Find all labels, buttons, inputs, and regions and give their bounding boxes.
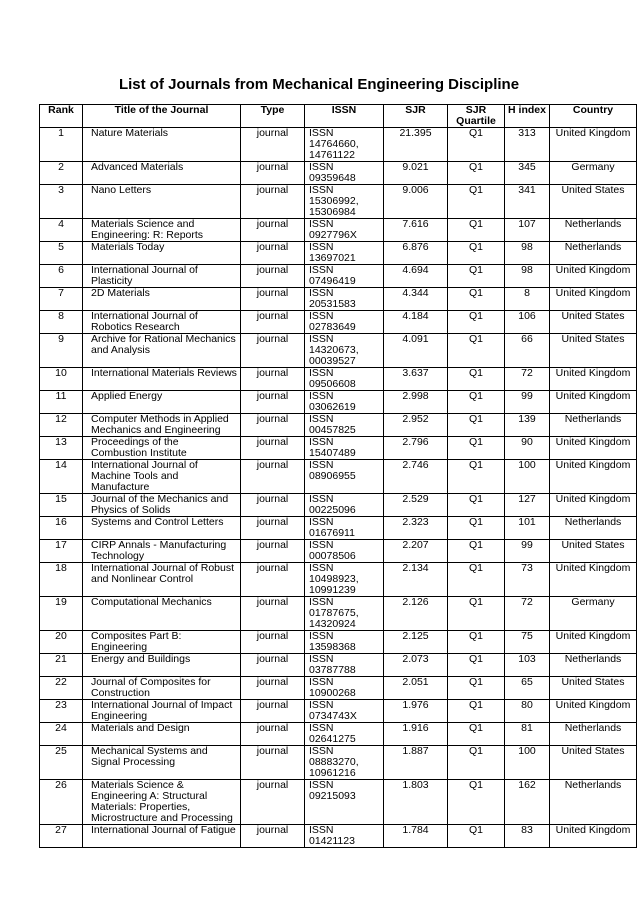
cell-type: journal bbox=[241, 265, 305, 288]
table-row bbox=[40, 460, 637, 494]
cell-issn: ISSN 07496419 bbox=[305, 265, 384, 288]
cell-quartile: Q1 bbox=[448, 677, 505, 700]
cell-sjr: 21.395 bbox=[384, 128, 448, 162]
cell-type: journal bbox=[241, 631, 305, 654]
cell-quartile: Q1 bbox=[448, 460, 505, 494]
cell-title: International Journal of Machine Tools and Manufacture bbox=[83, 460, 241, 494]
cell-quartile: Q1 bbox=[448, 631, 505, 654]
cell-h-index: 139 bbox=[505, 414, 550, 437]
cell-issn: ISSN 03062619 bbox=[305, 391, 384, 414]
cell-rank: 16 bbox=[40, 517, 83, 540]
cell-title: Computer Methods in Applied Mechanics and Engineering bbox=[83, 414, 241, 437]
cell-issn: ISSN 01421123 bbox=[305, 825, 384, 848]
journals-table bbox=[39, 104, 637, 848]
header-sjr-quartile: SJR Quartile bbox=[448, 105, 505, 128]
cell-type: journal bbox=[241, 334, 305, 368]
cell-quartile: Q1 bbox=[448, 311, 505, 334]
header-rank: Rank bbox=[40, 105, 83, 128]
cell-sjr: 1.916 bbox=[384, 723, 448, 746]
table-row bbox=[40, 746, 637, 780]
cell-sjr: 9.021 bbox=[384, 162, 448, 185]
cell-issn: ISSN 13598368 bbox=[305, 631, 384, 654]
cell-title: Systems and Control Letters bbox=[83, 517, 241, 540]
cell-title: Materials Today bbox=[83, 242, 241, 265]
cell-type: journal bbox=[241, 540, 305, 563]
cell-title: Materials and Design bbox=[83, 723, 241, 746]
cell-country: United Kingdom bbox=[550, 563, 637, 597]
cell-title: Nature Materials bbox=[83, 128, 241, 162]
cell-title: International Journal of Impact Engineering bbox=[83, 700, 241, 723]
cell-h-index: 345 bbox=[505, 162, 550, 185]
cell-h-index: 100 bbox=[505, 746, 550, 780]
cell-rank: 23 bbox=[40, 700, 83, 723]
cell-issn: ISSN 20531583 bbox=[305, 288, 384, 311]
cell-country: United States bbox=[550, 311, 637, 334]
cell-h-index: 72 bbox=[505, 597, 550, 631]
cell-issn: ISSN 09506608 bbox=[305, 368, 384, 391]
cell-rank: 22 bbox=[40, 677, 83, 700]
cell-rank: 27 bbox=[40, 825, 83, 848]
cell-sjr: 2.134 bbox=[384, 563, 448, 597]
cell-country: Netherlands bbox=[550, 517, 637, 540]
table-row bbox=[40, 563, 637, 597]
cell-h-index: 90 bbox=[505, 437, 550, 460]
cell-type: journal bbox=[241, 597, 305, 631]
cell-country: Netherlands bbox=[550, 242, 637, 265]
header-h-index: H index bbox=[505, 105, 550, 128]
cell-title: Archive for Rational Mechanics and Analysis bbox=[83, 334, 241, 368]
cell-sjr: 2.126 bbox=[384, 597, 448, 631]
cell-rank: 10 bbox=[40, 368, 83, 391]
cell-issn: ISSN 0734743X bbox=[305, 700, 384, 723]
cell-type: journal bbox=[241, 654, 305, 677]
cell-rank: 7 bbox=[40, 288, 83, 311]
cell-country: United States bbox=[550, 746, 637, 780]
cell-issn: ISSN 0927796X bbox=[305, 219, 384, 242]
cell-type: journal bbox=[241, 368, 305, 391]
cell-rank: 6 bbox=[40, 265, 83, 288]
header-sjr: SJR bbox=[384, 105, 448, 128]
header-type: Type bbox=[241, 105, 305, 128]
table-row bbox=[40, 677, 637, 700]
cell-issn: ISSN 00225096 bbox=[305, 494, 384, 517]
cell-country: United Kingdom bbox=[550, 631, 637, 654]
cell-sjr: 7.616 bbox=[384, 219, 448, 242]
cell-type: journal bbox=[241, 162, 305, 185]
cell-rank: 19 bbox=[40, 597, 83, 631]
cell-rank: 11 bbox=[40, 391, 83, 414]
cell-country: Germany bbox=[550, 597, 637, 631]
cell-country: United Kingdom bbox=[550, 700, 637, 723]
cell-h-index: 101 bbox=[505, 517, 550, 540]
cell-quartile: Q1 bbox=[448, 780, 505, 825]
cell-rank: 14 bbox=[40, 460, 83, 494]
cell-type: journal bbox=[241, 700, 305, 723]
cell-h-index: 341 bbox=[505, 185, 550, 219]
cell-type: journal bbox=[241, 517, 305, 540]
header-country: Country bbox=[550, 105, 637, 128]
cell-h-index: 99 bbox=[505, 540, 550, 563]
cell-quartile: Q1 bbox=[448, 723, 505, 746]
cell-issn: ISSN 02641275 bbox=[305, 723, 384, 746]
cell-issn: ISSN 09215093 bbox=[305, 780, 384, 825]
cell-quartile: Q1 bbox=[448, 128, 505, 162]
cell-h-index: 83 bbox=[505, 825, 550, 848]
cell-quartile: Q1 bbox=[448, 265, 505, 288]
cell-type: journal bbox=[241, 563, 305, 597]
cell-title: Proceedings of the Combustion Institute bbox=[83, 437, 241, 460]
cell-title: CIRP Annals - Manufacturing Technology bbox=[83, 540, 241, 563]
cell-rank: 17 bbox=[40, 540, 83, 563]
cell-country: Netherlands bbox=[550, 780, 637, 825]
cell-type: journal bbox=[241, 414, 305, 437]
cell-issn: ISSN 10900268 bbox=[305, 677, 384, 700]
header-issn: ISSN bbox=[305, 105, 384, 128]
cell-quartile: Q1 bbox=[448, 162, 505, 185]
cell-quartile: Q1 bbox=[448, 334, 505, 368]
cell-h-index: 99 bbox=[505, 391, 550, 414]
table-row bbox=[40, 437, 637, 460]
cell-h-index: 72 bbox=[505, 368, 550, 391]
cell-type: journal bbox=[241, 288, 305, 311]
cell-country: United Kingdom bbox=[550, 368, 637, 391]
cell-type: journal bbox=[241, 128, 305, 162]
cell-title: Journal of Composites for Construction bbox=[83, 677, 241, 700]
cell-rank: 25 bbox=[40, 746, 83, 780]
cell-quartile: Q1 bbox=[448, 368, 505, 391]
cell-rank: 18 bbox=[40, 563, 83, 597]
cell-sjr: 6.876 bbox=[384, 242, 448, 265]
cell-issn: ISSN 01676911 bbox=[305, 517, 384, 540]
cell-type: journal bbox=[241, 723, 305, 746]
cell-title: Advanced Materials bbox=[83, 162, 241, 185]
cell-sjr: 2.952 bbox=[384, 414, 448, 437]
table-row bbox=[40, 631, 637, 654]
table-row bbox=[40, 391, 637, 414]
cell-country: Netherlands bbox=[550, 654, 637, 677]
cell-sjr: 4.184 bbox=[384, 311, 448, 334]
cell-title: International Materials Reviews bbox=[83, 368, 241, 391]
table-row bbox=[40, 219, 637, 242]
cell-title: International Journal of Fatigue bbox=[83, 825, 241, 848]
cell-rank: 24 bbox=[40, 723, 83, 746]
cell-title: International Journal of Plasticity bbox=[83, 265, 241, 288]
table-row bbox=[40, 368, 637, 391]
cell-country: Netherlands bbox=[550, 723, 637, 746]
cell-sjr: 2.796 bbox=[384, 437, 448, 460]
table-row bbox=[40, 597, 637, 631]
cell-sjr: 2.998 bbox=[384, 391, 448, 414]
cell-h-index: 107 bbox=[505, 219, 550, 242]
cell-country: Netherlands bbox=[550, 219, 637, 242]
table-header-row bbox=[40, 105, 637, 128]
cell-issn: ISSN 14764660, 14761122 bbox=[305, 128, 384, 162]
cell-sjr: 2.207 bbox=[384, 540, 448, 563]
cell-quartile: Q1 bbox=[448, 825, 505, 848]
table-row bbox=[40, 265, 637, 288]
cell-quartile: Q1 bbox=[448, 746, 505, 780]
table-row bbox=[40, 825, 637, 848]
cell-rank: 12 bbox=[40, 414, 83, 437]
cell-issn: ISSN 13697021 bbox=[305, 242, 384, 265]
cell-rank: 13 bbox=[40, 437, 83, 460]
cell-quartile: Q1 bbox=[448, 391, 505, 414]
cell-h-index: 73 bbox=[505, 563, 550, 597]
cell-issn: ISSN 08883270, 10961216 bbox=[305, 746, 384, 780]
cell-sjr: 2.051 bbox=[384, 677, 448, 700]
cell-h-index: 8 bbox=[505, 288, 550, 311]
cell-quartile: Q1 bbox=[448, 414, 505, 437]
cell-quartile: Q1 bbox=[448, 494, 505, 517]
cell-rank: 1 bbox=[40, 128, 83, 162]
cell-country: United Kingdom bbox=[550, 265, 637, 288]
cell-country: United States bbox=[550, 540, 637, 563]
cell-type: journal bbox=[241, 746, 305, 780]
table-row bbox=[40, 654, 637, 677]
cell-title: 2D Materials bbox=[83, 288, 241, 311]
table-row bbox=[40, 780, 637, 825]
cell-sjr: 4.091 bbox=[384, 334, 448, 368]
cell-h-index: 127 bbox=[505, 494, 550, 517]
cell-country: Netherlands bbox=[550, 414, 637, 437]
cell-issn: ISSN 09359648 bbox=[305, 162, 384, 185]
cell-country: United States bbox=[550, 185, 637, 219]
cell-h-index: 162 bbox=[505, 780, 550, 825]
cell-quartile: Q1 bbox=[448, 288, 505, 311]
cell-h-index: 81 bbox=[505, 723, 550, 746]
cell-country: United States bbox=[550, 334, 637, 368]
page-title: List of Journals from Mechanical Engineering Discipline bbox=[118, 76, 520, 93]
cell-quartile: Q1 bbox=[448, 219, 505, 242]
cell-issn: ISSN 03787788 bbox=[305, 654, 384, 677]
cell-title: Mechanical Systems and Signal Processing bbox=[83, 746, 241, 780]
cell-type: journal bbox=[241, 437, 305, 460]
table-row bbox=[40, 494, 637, 517]
cell-rank: 2 bbox=[40, 162, 83, 185]
cell-rank: 20 bbox=[40, 631, 83, 654]
cell-type: journal bbox=[241, 494, 305, 517]
cell-sjr: 1.976 bbox=[384, 700, 448, 723]
cell-title: International Journal of Robotics Research bbox=[83, 311, 241, 334]
cell-type: journal bbox=[241, 460, 305, 494]
cell-quartile: Q1 bbox=[448, 700, 505, 723]
cell-rank: 15 bbox=[40, 494, 83, 517]
table-row bbox=[40, 517, 637, 540]
cell-country: Germany bbox=[550, 162, 637, 185]
table-row bbox=[40, 723, 637, 746]
cell-h-index: 75 bbox=[505, 631, 550, 654]
cell-type: journal bbox=[241, 311, 305, 334]
cell-country: United Kingdom bbox=[550, 391, 637, 414]
table-row bbox=[40, 185, 637, 219]
cell-quartile: Q1 bbox=[448, 597, 505, 631]
cell-issn: ISSN 14320673, 00039527 bbox=[305, 334, 384, 368]
cell-title: Computational Mechanics bbox=[83, 597, 241, 631]
cell-h-index: 80 bbox=[505, 700, 550, 723]
cell-title: Applied Energy bbox=[83, 391, 241, 414]
table-row bbox=[40, 334, 637, 368]
cell-type: journal bbox=[241, 677, 305, 700]
cell-title: Materials Science & Engineering A: Structural Materials: Properties, Microstructure and Processing bbox=[83, 780, 241, 825]
cell-sjr: 2.529 bbox=[384, 494, 448, 517]
cell-sjr: 1.887 bbox=[384, 746, 448, 780]
cell-issn: ISSN 01787675, 14320924 bbox=[305, 597, 384, 631]
cell-sjr: 1.784 bbox=[384, 825, 448, 848]
table-row bbox=[40, 414, 637, 437]
cell-h-index: 103 bbox=[505, 654, 550, 677]
cell-country: United States bbox=[550, 677, 637, 700]
cell-type: journal bbox=[241, 825, 305, 848]
cell-issn: ISSN 10498923, 10991239 bbox=[305, 563, 384, 597]
cell-h-index: 65 bbox=[505, 677, 550, 700]
cell-issn: ISSN 08906955 bbox=[305, 460, 384, 494]
cell-country: United Kingdom bbox=[550, 288, 637, 311]
table-row bbox=[40, 162, 637, 185]
cell-quartile: Q1 bbox=[448, 563, 505, 597]
cell-rank: 4 bbox=[40, 219, 83, 242]
cell-issn: ISSN 15407489 bbox=[305, 437, 384, 460]
table-row bbox=[40, 128, 637, 162]
cell-sjr: 2.323 bbox=[384, 517, 448, 540]
cell-type: journal bbox=[241, 185, 305, 219]
cell-rank: 8 bbox=[40, 311, 83, 334]
cell-country: United Kingdom bbox=[550, 128, 637, 162]
cell-type: journal bbox=[241, 242, 305, 265]
cell-sjr: 2.746 bbox=[384, 460, 448, 494]
cell-title: International Journal of Robust and Nonlinear Control bbox=[83, 563, 241, 597]
cell-quartile: Q1 bbox=[448, 654, 505, 677]
cell-sjr: 1.803 bbox=[384, 780, 448, 825]
cell-rank: 9 bbox=[40, 334, 83, 368]
cell-h-index: 100 bbox=[505, 460, 550, 494]
table-row bbox=[40, 288, 637, 311]
cell-title: Composites Part B: Engineering bbox=[83, 631, 241, 654]
cell-country: United Kingdom bbox=[550, 460, 637, 494]
cell-h-index: 98 bbox=[505, 265, 550, 288]
cell-country: United Kingdom bbox=[550, 494, 637, 517]
cell-h-index: 106 bbox=[505, 311, 550, 334]
table-row bbox=[40, 242, 637, 265]
cell-rank: 21 bbox=[40, 654, 83, 677]
cell-title: Energy and Buildings bbox=[83, 654, 241, 677]
cell-sjr: 2.125 bbox=[384, 631, 448, 654]
cell-type: journal bbox=[241, 219, 305, 242]
cell-title: Journal of the Mechanics and Physics of Solids bbox=[83, 494, 241, 517]
header-title: Title of the Journal bbox=[83, 105, 241, 128]
cell-type: journal bbox=[241, 391, 305, 414]
cell-issn: ISSN 02783649 bbox=[305, 311, 384, 334]
table-row bbox=[40, 540, 637, 563]
cell-sjr: 2.073 bbox=[384, 654, 448, 677]
table-row bbox=[40, 700, 637, 723]
cell-title: Materials Science and Engineering: R: Reports bbox=[83, 219, 241, 242]
cell-h-index: 313 bbox=[505, 128, 550, 162]
cell-quartile: Q1 bbox=[448, 437, 505, 460]
cell-rank: 3 bbox=[40, 185, 83, 219]
table-body bbox=[40, 128, 637, 848]
cell-h-index: 98 bbox=[505, 242, 550, 265]
cell-country: United Kingdom bbox=[550, 437, 637, 460]
cell-quartile: Q1 bbox=[448, 242, 505, 265]
cell-quartile: Q1 bbox=[448, 517, 505, 540]
cell-issn: ISSN 00457825 bbox=[305, 414, 384, 437]
cell-rank: 5 bbox=[40, 242, 83, 265]
cell-country: United Kingdom bbox=[550, 825, 637, 848]
cell-sjr: 3.637 bbox=[384, 368, 448, 391]
cell-title: Nano Letters bbox=[83, 185, 241, 219]
cell-quartile: Q1 bbox=[448, 185, 505, 219]
cell-h-index: 66 bbox=[505, 334, 550, 368]
cell-quartile: Q1 bbox=[448, 540, 505, 563]
table-row bbox=[40, 311, 637, 334]
cell-sjr: 9.006 bbox=[384, 185, 448, 219]
cell-type: journal bbox=[241, 780, 305, 825]
cell-issn: ISSN 15306992, 15306984 bbox=[305, 185, 384, 219]
cell-sjr: 4.694 bbox=[384, 265, 448, 288]
cell-rank: 26 bbox=[40, 780, 83, 825]
cell-issn: ISSN 00078506 bbox=[305, 540, 384, 563]
cell-sjr: 4.344 bbox=[384, 288, 448, 311]
